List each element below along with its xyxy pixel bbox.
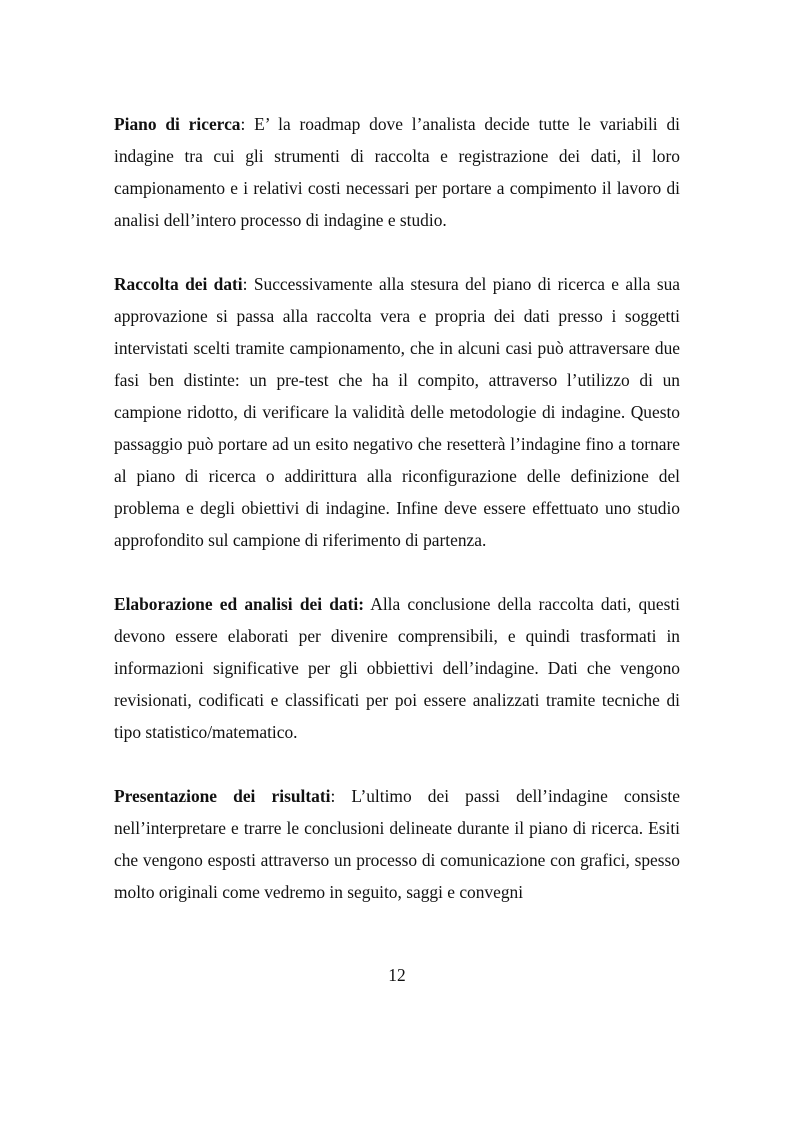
paragraph-raccolta-dei-dati: [114, 268, 680, 556]
term-raccolta-dei-dati: Raccolta dei dati: [114, 274, 243, 294]
term-presentazione-risultati: Presentazione dei risultati: [114, 786, 331, 806]
paragraph-text: : L’ultimo dei passi dell’indagine consiste nell’interpretare e trarre le conclusioni delineate durante il piano di ricerca. Esiti che vengono esposti attraverso un processo di comunicazione con grafici, spesso molto originali come vedremo in seguito, saggi e convegni: [114, 786, 680, 902]
term-elaborazione-analisi: Elaborazione ed analisi dei dati:: [114, 594, 365, 614]
paragraph-piano-di-ricerca: [114, 108, 680, 236]
paragraph-text: : Successivamente alla stesura del piano di ricerca e alla sua approvazione si passa alla raccolta vera e propria dei dati presso i soggetti intervistati scelti tramite campionamento, che in alcuni casi può attraversare due fasi ben distinte: un pre-test che ha il compito, attraverso l’utilizzo di un campione ridotto, di verificare la validità delle metodologie di indagine. Questo passaggio può portare ad un esito negativo che resetterà l’indagine fino a tornare al piano di ricerca o addirittura alla riconfigurazione delle definizione del problema e degli obiettivi di indagine. Infine deve essere effettuato uno studio approfondito sul campione di riferimento di partenza.: [114, 274, 680, 550]
term-piano-di-ricerca: Piano di ricerca: [114, 114, 241, 134]
paragraph-presentazione-risultati: [114, 780, 680, 908]
page-number: 12: [388, 965, 406, 985]
paragraph-elaborazione-analisi: [114, 588, 680, 748]
paragraph-text: : E’ la roadmap dove l’analista decide tutte le variabili di indagine tra cui gli strumenti di raccolta e registrazione dei dati, il loro campionamento e i relativi costi necessari per portare a compimento il lavoro di analisi dell’intero processo di indagine e studio.: [114, 114, 680, 230]
document-body: [114, 108, 680, 908]
paragraph-text: Alla conclusione della raccolta dati, questi devono essere elaborati per divenire comprensibili, e quindi trasformati in informazioni significative per gli obbiettivi dell’indagine. Dati che vengono revisionati, codificati e classificati per poi essere analizzati tramite tecniche di tipo statistico/matematico.: [114, 594, 681, 742]
